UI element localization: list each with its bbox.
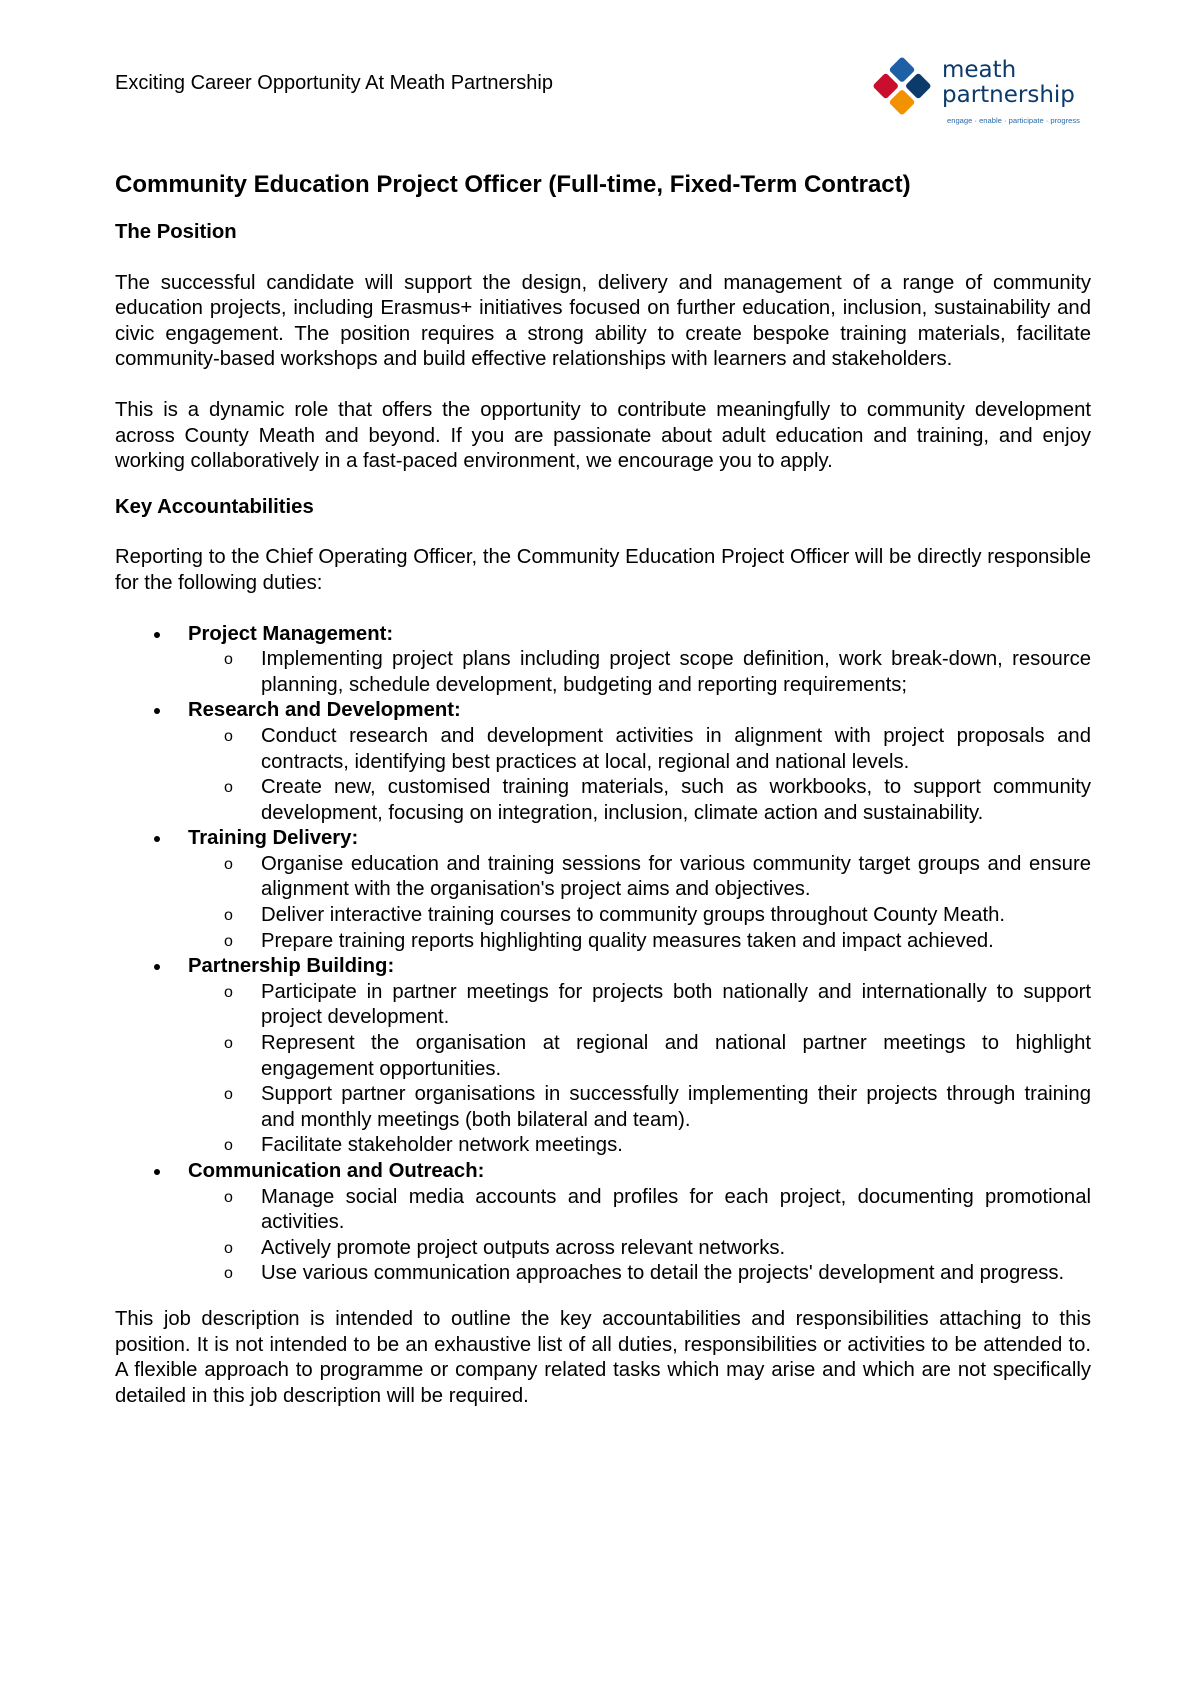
list-item-text: Organise education and training sessions for various community target groups and ensure alignment with the organisation's project aims and objectives. [261,852,1091,901]
closing-paragraph: This job description is intended to outline the key accountabilities and responsibilities attaching to this position. It is not intended to be an exhaustive list of all duties, responsibilities or activities to be attended to. A flexible approach to programme or company related tasks which may arise and which are not specifically detailed in this job description will be required. [115,1307,1091,1407]
position-paragraph-1: The successful candidate will support the design, delivery and management of a range of community education projects, including Erasmus+ initiatives focused on further education, inclusion, sustainability and civic engagement. The position requires a strong ability to create bespoke training materials, facilitate community-based workshops and build effective relationships with learners and stakeholders. [115,271,1091,371]
list-item [188,1236,1091,1262]
list-item [188,647,1091,698]
circle-bullet-icon: o [224,855,233,873]
list-item [188,775,1091,826]
circle-bullet-icon: o [224,727,233,745]
logo-tagline: engage · enable · participate · progress [947,116,1080,125]
page-title: Community Education Project Officer (Full-time, Fixed-Term Contract) [115,171,911,198]
section-communication-and-outreach [115,1159,1091,1287]
sub-list [188,1185,1091,1287]
list-item [188,980,1091,1031]
list-item-text: Support partner organisations in successfully implementing their projects through training and monthly meetings (both bilateral and team). [261,1083,1091,1131]
section-label: Project Management: [188,622,394,645]
circle-bullet-icon: o [224,932,233,950]
logo-mark-icon [872,56,932,116]
bullet-icon [154,836,160,842]
section-label: Partnership Building: [188,955,395,978]
list-item-text: Create new, customised training materials, such as workbooks, to support community development, focusing on integration, inclusion, climate action and sustainability. [261,776,1091,824]
list-item-text: Participate in partner meetings for projects both nationally and internationally to support project development. [261,980,1091,1029]
section-project-management [115,622,1091,699]
sub-list [188,852,1091,954]
circle-bullet-icon: o [224,907,233,925]
list-item [188,1261,1091,1287]
circle-bullet-icon: o [224,1265,233,1283]
circle-bullet-icon: o [224,1086,233,1104]
document-body [115,170,1091,1409]
section-research-and-development [115,698,1091,826]
section-label: Training Delivery: [188,827,359,850]
list-item [188,1082,1091,1133]
section-training-delivery [115,826,1091,954]
list-item-text: Represent the organisation at regional and national partner meetings to highlight engagement opportunities. [261,1032,1091,1080]
list-item [188,903,1091,929]
list-item-text: Deliver interactive training courses to community groups throughout County Meath. [261,904,1006,927]
section-partnership-building [115,954,1091,1159]
accountabilities-heading: Key Accountabilities [115,495,314,518]
header-text: Exciting Career Opportunity At Meath Partnership [115,72,553,94]
circle-bullet-icon: o [224,651,233,669]
circle-bullet-icon: o [224,1137,233,1155]
circle-bullet-icon: o [224,779,233,797]
list-item [188,1185,1091,1236]
section-label: Communication and Outreach: [188,1160,485,1182]
circle-bullet-icon: o [224,1239,233,1257]
logo-word-meath: meath [942,57,1017,83]
list-item-text: Prepare training reports highlighting quality measures taken and impact achieved. [261,929,994,952]
bullet-icon [154,708,160,714]
list-item [188,1133,1091,1159]
accountabilities-intro: Reporting to the Chief Operating Officer, the Community Education Project Officer will be directly responsible for the following duties: [115,546,1091,594]
sub-list [188,980,1091,1159]
meath-partnership-logo [872,56,1092,128]
position-paragraph-2: This is a dynamic role that offers the opportunity to contribute meaningfully to community development across County Meath and beyond. If you are passionate about adult education and training, and enjoy working collaboratively in a fast-paced environment, we encourage you to apply. [115,398,1091,473]
list-item [188,1031,1091,1082]
list-item-text: Actively promote project outputs across relevant networks. [261,1236,786,1259]
list-item [188,852,1091,903]
logo-word-partnership: partnership [942,82,1075,108]
bullet-icon [154,1169,160,1175]
circle-bullet-icon: o [224,983,233,1001]
bullet-icon [154,632,160,638]
list-item-text: Facilitate stakeholder network meetings. [261,1134,623,1157]
list-item [188,724,1091,775]
list-item-text: Manage social media accounts and profiles for each project, documenting promotional activities. [261,1185,1091,1234]
sub-list [188,647,1091,698]
list-item-text: Implementing project plans including project scope definition, work break-down, resource planning, schedule development, budgeting and reporting requirements; [261,648,1091,696]
circle-bullet-icon: o [224,1188,233,1206]
section-label: Research and Development: [188,699,461,722]
circle-bullet-icon: o [224,1035,233,1053]
sub-list [188,724,1091,826]
position-heading: The Position [115,221,237,243]
accountabilities-list [115,622,1091,1287]
list-item [188,929,1091,955]
list-item-text: Conduct research and development activities in alignment with project proposals and contracts, identifying best practices at local, regional and national levels. [261,724,1091,773]
list-item-text: Use various communication approaches to detail the projects' development and progress. [261,1262,1065,1285]
bullet-icon [154,964,160,970]
